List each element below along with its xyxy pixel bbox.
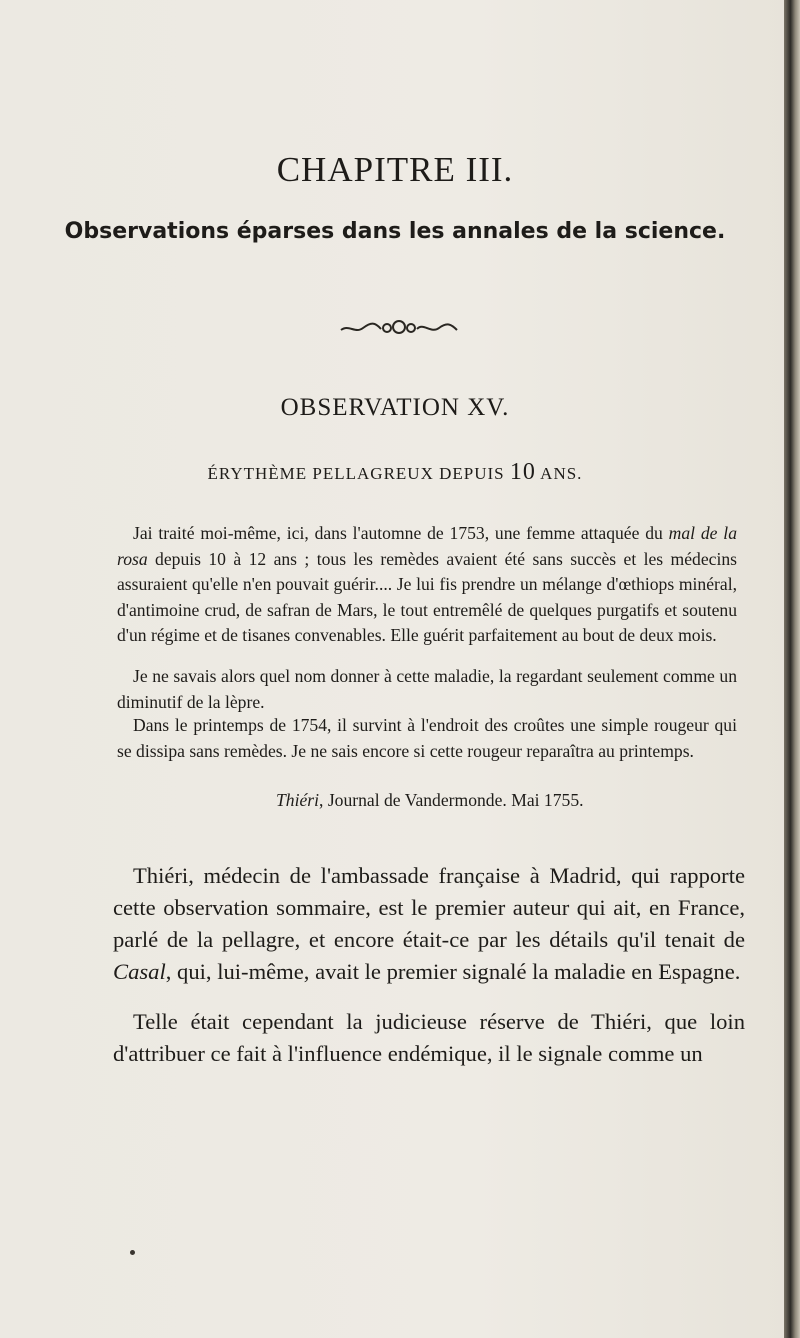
- observation-title: OBSERVATION XV.: [280, 394, 510, 421]
- body-paragraph-1: [113, 860, 745, 988]
- citation-source: , Journal de Vandermonde. Mai 1755.: [319, 790, 584, 810]
- quote-paragraph-3-text: Dans le printemps de 1754, il survint à l'endroit des croûtes une simple rougeur qui se dissipa sans remèdes. Je ne sais encore si cette rougeur reparaîtra au printemps.: [117, 715, 737, 761]
- chapter-heading: CHAPITRE III.: [276, 150, 514, 189]
- chapter-subtitle: Observations éparses dans les annales de la science.: [64, 219, 726, 244]
- body-paragraph-1-end: , qui, lui-même, avait le premier signalé la maladie en Espagne.: [165, 959, 741, 984]
- body-paragraph-1-italic: Casal: [113, 959, 166, 984]
- quote-paragraph-1: [117, 521, 737, 649]
- quote-paragraph-1-end: depuis 10 à 12 ans ; tous les remèdes avaient été sans succès et les médecins assuraient qu'elle n'en pouvait guérir.... Je lui fis prendre un mélange d'œthiops minéral, d'antimoine crud, de safran de Mars, le tout entremêlé de quelques purgatifs et soutenu d'un régime et de tisanes convenables. Elle guérit parfaitement au bout de deux mois.: [117, 548, 737, 645]
- observation-subtitle-number: 10: [509, 459, 536, 485]
- page-edge: [784, 0, 800, 1338]
- observation-subtitle-suffix: ANS.: [540, 464, 583, 483]
- body-paragraph-1-start: Thiéri, médecin de l'ambassade française à Madrid, qui rapporte cette observation sommaire, est le premier auteur qui ait, en France, parlé de la pellagre, et encore était-ce par les détails qu'il tenait de: [113, 863, 745, 952]
- ornament-divider-icon: [339, 318, 459, 338]
- quote-paragraph-1-italic: mal de la rosa: [117, 523, 737, 569]
- quote-paragraph-1-start: Jai traité moi-même, ici, dans l'automne de 1753, une femme attaquée du: [133, 523, 669, 543]
- body-paragraph-2: [113, 1006, 745, 1070]
- observation-subtitle: [0, 459, 790, 486]
- citation: [276, 790, 584, 811]
- quote-paragraph-2-text: Je ne savais alors quel nom donner à cette maladie, la regardant seulement comme un diminutif de la lèpre.: [117, 666, 737, 712]
- quote-paragraph-3: [117, 713, 737, 764]
- citation-author: Thiéri: [276, 790, 320, 810]
- body-paragraph-2-text: Telle était cependant la judicieuse réserve de Thiéri, que loin d'attribuer ce fait à l'influence endémique, il le signale comme un: [113, 1009, 745, 1066]
- observation-subtitle-prefix: ÉRYTHÈME PELLAGREUX DEPUIS: [207, 464, 505, 483]
- quote-paragraph-2: [117, 664, 737, 715]
- ink-speck: [130, 1250, 135, 1255]
